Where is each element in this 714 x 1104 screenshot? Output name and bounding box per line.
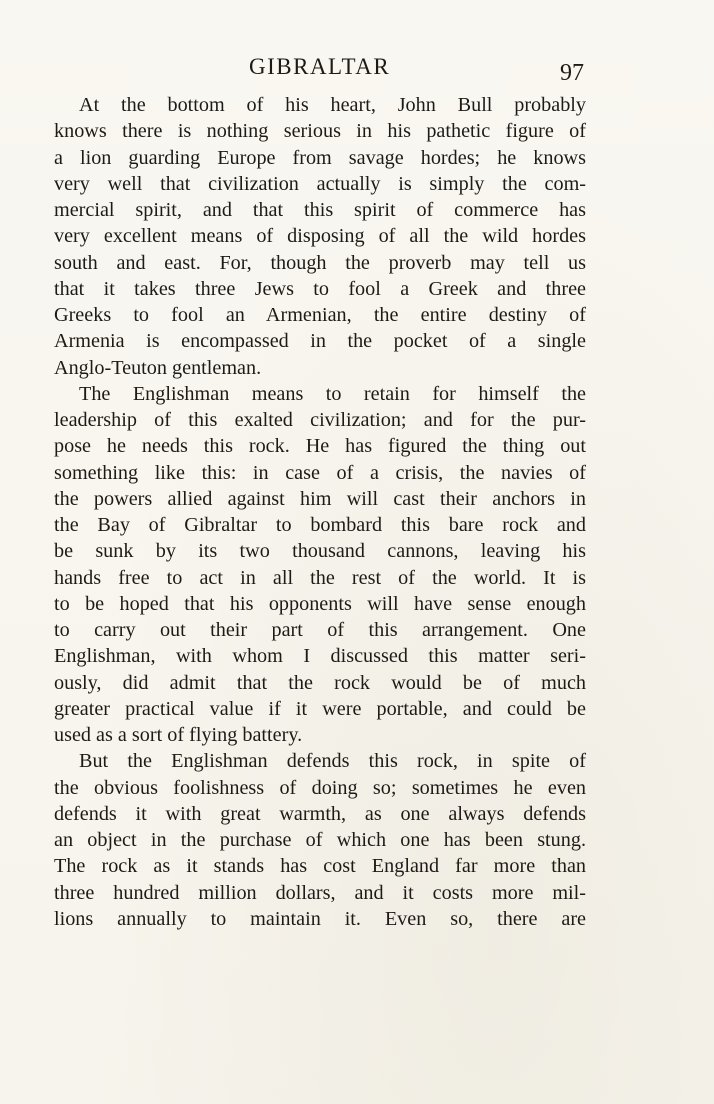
text-line: Anglo-Teuton gentleman. bbox=[54, 356, 262, 379]
text-line: south and east. For, though the proverb may tell us bbox=[54, 251, 586, 274]
text-line: be sunk by its two thousand cannons, leaving his bbox=[54, 540, 586, 563]
text-line: leadership of this exalted civilization; and for the pur- bbox=[54, 409, 586, 431]
running-head bbox=[0, 52, 714, 86]
text-line: Greeks to fool an Armenian, the entire destiny of bbox=[54, 304, 586, 326]
text-line: three hundred million dollars, and it costs more mil- bbox=[54, 881, 586, 904]
text-line: greater practical value if it were portable, and could be bbox=[54, 697, 586, 720]
text-line: to be hoped that his opponents will have sense enough bbox=[54, 592, 586, 615]
text-line: the powers allied against him will cast their anchors in bbox=[54, 487, 586, 510]
text-line: hands free to act in all the rest of the world. It is bbox=[54, 566, 586, 589]
paragraph bbox=[54, 748, 586, 932]
paragraph bbox=[54, 381, 586, 749]
text-line: a lion guarding Europe from savage hordes; he knows bbox=[54, 146, 586, 169]
text-line: pose he needs this rock. He has figured the thing out bbox=[54, 435, 586, 458]
text-line: very well that civilization actually is simply the com- bbox=[54, 172, 586, 195]
page-number: 97 bbox=[560, 60, 584, 86]
paragraph bbox=[54, 92, 586, 381]
text-line: used as a sort of flying battery. bbox=[54, 724, 303, 746]
text-line: Armenia is encompassed in the pocket of a single bbox=[54, 330, 586, 353]
text-line: At the bottom of his heart, John Bull probably bbox=[79, 94, 586, 116]
text-line: lions annually to maintain it. Even so, there are bbox=[54, 907, 586, 930]
text-line: The Englishman means to retain for himself the bbox=[79, 382, 586, 405]
text-line: ously, did admit that the rock would be of much bbox=[54, 671, 586, 694]
text-line: knows there is nothing serious in his pathetic figure of bbox=[54, 120, 586, 143]
running-title: GIBRALTAR bbox=[249, 54, 391, 79]
text-line: that it takes three Jews to fool a Greek and three bbox=[54, 277, 586, 300]
text-line: something like this: in case of a crisis, the navies of bbox=[54, 461, 586, 484]
text-line: But the Englishman defends this rock, in spite of bbox=[79, 750, 586, 773]
text-line: very excellent means of disposing of all the wild hordes bbox=[54, 225, 586, 248]
text-line: the Bay of Gibraltar to bombard this bare rock and bbox=[54, 514, 586, 536]
text-line: defends it with great warmth, as one always defends bbox=[54, 802, 586, 825]
text-line: The rock as it stands has cost England far more than bbox=[54, 855, 586, 878]
text-line: Englishman, with whom I discussed this matter seri- bbox=[54, 645, 586, 668]
body-text bbox=[54, 92, 586, 932]
text-line: to carry out their part of this arrangement. One bbox=[54, 619, 586, 641]
text-line: the obvious foolishness of doing so; sometimes he even bbox=[54, 776, 586, 799]
text-line: mercial spirit, and that this spirit of commerce has bbox=[54, 199, 586, 221]
text-line: an object in the purchase of which one has been stung. bbox=[54, 829, 586, 851]
